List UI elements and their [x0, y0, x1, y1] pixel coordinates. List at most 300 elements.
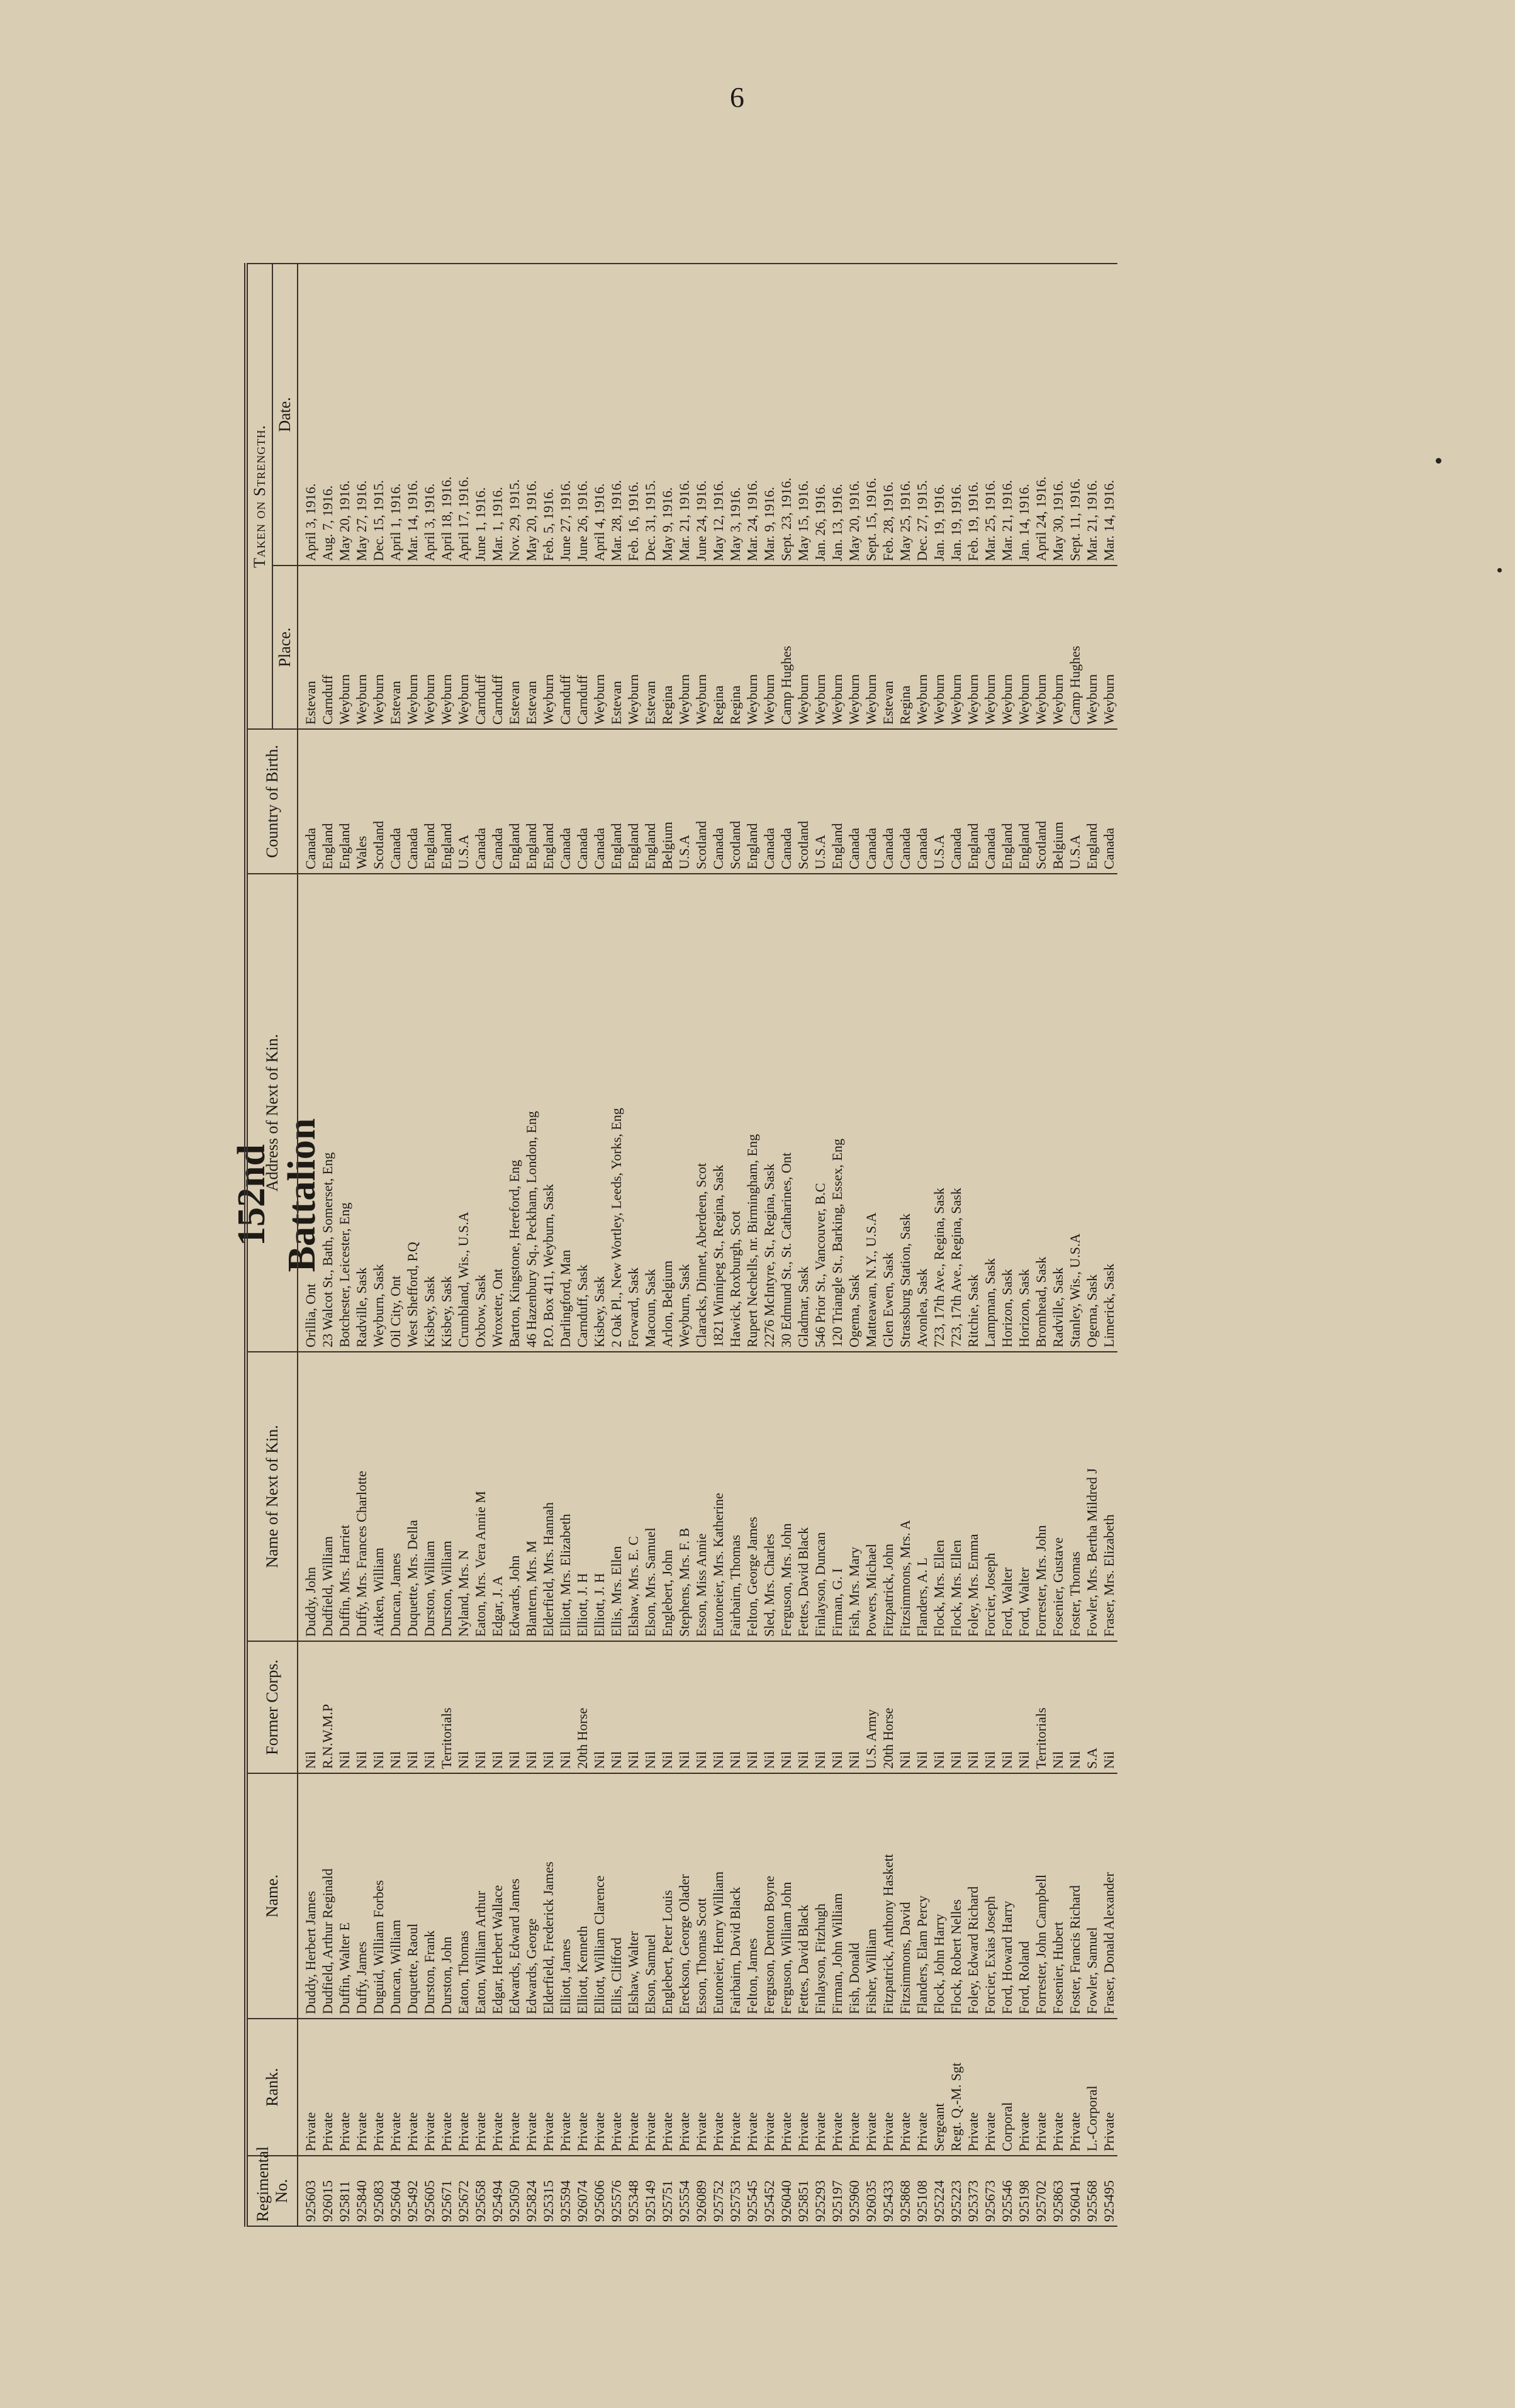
kin-name-cell: Flock, Mrs. Ellen: [931, 1352, 948, 1641]
enlist-place-cell: Estevan: [880, 566, 897, 729]
kin-address-cell: 120 Triangle St., Barking, Essex, Eng: [829, 874, 846, 1352]
table-row: [659, 264, 676, 2226]
former-corps-cell: U.S. Army: [863, 1641, 880, 1773]
enlist-date-cell: April 4, 1916.: [591, 264, 608, 566]
soldier-name-cell: Duguid, William Forbes: [370, 1773, 387, 2019]
table-row: [710, 264, 727, 2226]
country-of-birth-cell: England: [964, 729, 981, 874]
enlist-date-cell: Feb. 28, 1916.: [880, 264, 897, 566]
kin-name-cell: Forrester, Mrs. John: [1032, 1352, 1049, 1641]
enlist-place-cell: Weyburn: [829, 566, 846, 729]
country-of-birth-cell: Belgium: [659, 729, 676, 874]
kin-name-cell: Fairbairn, Thomas: [727, 1352, 744, 1641]
former-corps-cell: Nil: [931, 1641, 948, 1773]
enlist-place-cell: Weyburn: [981, 566, 998, 729]
former-corps-cell: Nil: [914, 1641, 931, 1773]
soldier-name-cell: Elson, Samuel: [642, 1773, 659, 2019]
former-corps-cell: Nil: [897, 1641, 914, 1773]
rank-cell: Private: [778, 2019, 795, 2156]
regimental-no-cell: 926074: [574, 2156, 591, 2226]
former-corps-cell: Nil: [489, 1641, 506, 1773]
regimental-no-cell: 925546: [998, 2156, 1015, 2226]
regimental-no-cell: 925605: [421, 2156, 438, 2226]
kin-name-cell: Fraser, Mrs. Elizabeth: [1100, 1352, 1117, 1641]
rank-cell: Private: [1066, 2019, 1083, 2156]
enlist-place-cell: Weyburn: [914, 566, 931, 729]
table-row: [981, 264, 998, 2226]
regimental-no-cell: 925851: [795, 2156, 812, 2226]
rank-cell: Private: [336, 2019, 353, 2156]
kin-name-cell: Englebert, John: [659, 1352, 676, 1641]
enlist-place-cell: Regina: [710, 566, 727, 729]
former-corps-cell: Nil: [540, 1641, 557, 1773]
former-corps-cell: Nil: [608, 1641, 625, 1773]
soldier-name-cell: Dudfield, Arthur Reginald: [319, 1773, 336, 2019]
table-row: [489, 264, 506, 2226]
former-corps-cell: Nil: [1015, 1641, 1032, 1773]
rank-cell: Private: [863, 2019, 880, 2156]
enlist-date-cell: April 24, 1916.: [1032, 264, 1049, 566]
table-row: [998, 264, 1015, 2226]
country-of-birth-cell: Canada: [574, 729, 591, 874]
enlist-place-cell: Weyburn: [353, 566, 370, 729]
table-row: [319, 264, 336, 2226]
former-corps-cell: Nil: [948, 1641, 964, 1773]
header-date: Date.: [272, 264, 298, 566]
kin-name-cell: Felton, George James: [744, 1352, 761, 1641]
rank-cell: Private: [846, 2019, 863, 2156]
country-of-birth-cell: Belgium: [1049, 729, 1066, 874]
kin-address-cell: Matteawan, N.Y., U.S.A: [863, 874, 880, 1352]
rank-cell: Private: [523, 2019, 540, 2156]
enlist-date-cell: June 24, 1916.: [693, 264, 710, 566]
rank-cell: Private: [506, 2019, 523, 2156]
rank-cell: Private: [880, 2019, 897, 2156]
header-former-corps: Former Corps.: [246, 1641, 298, 1773]
rank-cell: Private: [540, 2019, 557, 2156]
regimental-no-cell: 925293: [812, 2156, 829, 2226]
enlist-place-cell: Weyburn: [693, 566, 710, 729]
country-of-birth-cell: Canada: [298, 729, 319, 874]
table-row: [778, 264, 795, 2226]
country-of-birth-cell: Canada: [897, 729, 914, 874]
regimental-no-cell: 926040: [778, 2156, 795, 2226]
regimental-no-cell: 925671: [438, 2156, 455, 2226]
country-of-birth-cell: England: [336, 729, 353, 874]
soldier-name-cell: Ellis, Clifford: [608, 1773, 625, 2019]
table-row: [1083, 264, 1100, 2226]
country-of-birth-cell: Scotland: [727, 729, 744, 874]
enlist-date-cell: Mar. 21, 1916.: [998, 264, 1015, 566]
table-row: [1015, 264, 1032, 2226]
country-of-birth-cell: England: [1083, 729, 1100, 874]
soldier-name-cell: Finlayson, Fitzhugh: [812, 1773, 829, 2019]
soldier-name-cell: Fraser, Donald Alexander: [1100, 1773, 1117, 2019]
enlist-place-cell: Estevan: [387, 566, 404, 729]
country-of-birth-cell: Canada: [880, 729, 897, 874]
regimental-no-cell: 925606: [591, 2156, 608, 2226]
kin-address-cell: Crumbland, Wis., U.S.A: [455, 874, 472, 1352]
country-of-birth-cell: England: [438, 729, 455, 874]
enlist-date-cell: Feb. 16, 1916.: [625, 264, 642, 566]
table-row: [914, 264, 931, 2226]
country-of-birth-cell: England: [642, 729, 659, 874]
rank-cell: Private: [964, 2019, 981, 2156]
kin-name-cell: Elliott, J. H: [591, 1352, 608, 1641]
enlist-date-cell: Mar. 14, 1916.: [404, 264, 421, 566]
enlist-date-cell: Jan. 19, 1916.: [931, 264, 948, 566]
soldier-name-cell: Englebert, Peter Louis: [659, 1773, 676, 2019]
enlist-place-cell: Weyburn: [761, 566, 778, 729]
country-of-birth-cell: Canada: [591, 729, 608, 874]
former-corps-cell: Nil: [795, 1641, 812, 1773]
table-row: [863, 264, 880, 2226]
rank-cell: Private: [387, 2019, 404, 2156]
enlist-place-cell: Carnduff: [489, 566, 506, 729]
soldier-name-cell: Felton, James: [744, 1773, 761, 2019]
country-of-birth-cell: England: [523, 729, 540, 874]
table-row: [1100, 264, 1117, 2226]
kin-name-cell: Eutoneier, Mrs. Katherine: [710, 1352, 727, 1641]
enlist-date-cell: Jan. 19, 1916.: [948, 264, 964, 566]
former-corps-cell: Nil: [998, 1641, 1015, 1773]
regimental-no-cell: 925554: [676, 2156, 693, 2226]
country-of-birth-cell: Canada: [846, 729, 863, 874]
country-of-birth-cell: Canada: [1100, 729, 1117, 874]
rank-cell: Private: [319, 2019, 336, 2156]
rank-cell: Private: [298, 2019, 319, 2156]
kin-address-cell: Claracks, Dinnet, Aberdeen, Scot: [693, 874, 710, 1352]
kin-address-cell: Hawick, Roxburgh, Scot: [727, 874, 744, 1352]
regimental-no-cell: 925824: [523, 2156, 540, 2226]
rank-cell: Private: [1100, 2019, 1117, 2156]
enlist-place-cell: Weyburn: [1100, 566, 1117, 729]
kin-name-cell: Duncan, James: [387, 1352, 404, 1641]
country-of-birth-cell: England: [998, 729, 1015, 874]
header-country-of-birth: Country of Birth.: [246, 729, 298, 874]
kin-name-cell: Esson, Miss Annie: [693, 1352, 710, 1641]
rank-cell: Private: [438, 2019, 455, 2156]
country-of-birth-cell: Canada: [710, 729, 727, 874]
regimental-no-cell: 925083: [370, 2156, 387, 2226]
kin-address-cell: 30 Edmund St., St. Catharines, Ont: [778, 874, 795, 1352]
enlist-date-cell: Aug. 7, 1916.: [319, 264, 336, 566]
country-of-birth-cell: Canada: [557, 729, 574, 874]
enlist-place-cell: Weyburn: [1083, 566, 1100, 729]
enlist-date-cell: Jan. 26, 1916.: [812, 264, 829, 566]
soldier-name-cell: Fosenier, Hubert: [1049, 1773, 1066, 2019]
enlist-date-cell: May 12, 1916.: [710, 264, 727, 566]
table-row: [608, 264, 625, 2226]
kin-address-cell: Horizon, Sask: [1015, 874, 1032, 1352]
table-row: [964, 264, 981, 2226]
enlist-place-cell: Estevan: [523, 566, 540, 729]
enlist-date-cell: April 1, 1916.: [387, 264, 404, 566]
regimental-no-cell: 925494: [489, 2156, 506, 2226]
rank-cell: Private: [489, 2019, 506, 2156]
regimental-no-cell: 925224: [931, 2156, 948, 2226]
kin-address-cell: Barton, Kingstone, Hereford, Eng: [506, 874, 523, 1352]
kin-address-cell: 23 Walcot St., Bath, Somerset, Eng: [319, 874, 336, 1352]
enlist-place-cell: Weyburn: [625, 566, 642, 729]
soldier-name-cell: Fowler, Samuel: [1083, 1773, 1100, 2019]
country-of-birth-cell: Canada: [778, 729, 795, 874]
enlist-place-cell: Carnduff: [472, 566, 489, 729]
enlist-place-cell: Estevan: [298, 566, 319, 729]
former-corps-cell: Nil: [676, 1641, 693, 1773]
enlist-place-cell: Weyburn: [812, 566, 829, 729]
regimental-no-cell: 925315: [540, 2156, 557, 2226]
kin-name-cell: Fettes, David Black: [795, 1352, 812, 1641]
former-corps-cell: Nil: [744, 1641, 761, 1773]
regimental-no-cell: 925149: [642, 2156, 659, 2226]
country-of-birth-cell: England: [608, 729, 625, 874]
soldier-name-cell: Ereckson, George Olader: [676, 1773, 693, 2019]
kin-address-cell: Avonlea, Sask: [914, 874, 931, 1352]
former-corps-cell: Nil: [1066, 1641, 1083, 1773]
former-corps-cell: 20th Horse: [574, 1641, 591, 1773]
enlist-place-cell: Estevan: [642, 566, 659, 729]
rank-cell: Private: [710, 2019, 727, 2156]
kin-address-cell: 723, 17th Ave., Regina, Sask: [948, 874, 964, 1352]
rank-cell: Private: [761, 2019, 778, 2156]
enlist-place-cell: Weyburn: [795, 566, 812, 729]
rank-cell: Private: [455, 2019, 472, 2156]
enlist-place-cell: Weyburn: [421, 566, 438, 729]
muster-roll: [244, 264, 1271, 2227]
enlist-date-cell: April 3, 1916.: [298, 264, 319, 566]
rank-cell: Private: [1015, 2019, 1032, 2156]
table-row: [829, 264, 846, 2226]
enlist-place-cell: Weyburn: [404, 566, 421, 729]
table-row: [591, 264, 608, 2226]
header-kin-address: Address of Next of Kin.: [246, 874, 298, 1352]
regimental-no-cell: 925452: [761, 2156, 778, 2226]
former-corps-cell: Nil: [591, 1641, 608, 1773]
soldier-name-cell: Eaton, Thomas: [455, 1773, 472, 2019]
enlist-place-cell: Weyburn: [540, 566, 557, 729]
country-of-birth-cell: Canada: [404, 729, 421, 874]
enlist-place-cell: Weyburn: [846, 566, 863, 729]
rank-cell: Private: [981, 2019, 998, 2156]
kin-address-cell: 2276 McIntyre, St., Regina, Sask: [761, 874, 778, 1352]
kin-name-cell: Flock, Mrs. Ellen: [948, 1352, 964, 1641]
kin-address-cell: Gladmar, Sask: [795, 874, 812, 1352]
kin-name-cell: Edwards, John: [506, 1352, 523, 1641]
regimental-no-cell: 925751: [659, 2156, 676, 2226]
kin-address-cell: Radville, Sask: [1049, 874, 1066, 1352]
kin-name-cell: Fosenier, Gustave: [1049, 1352, 1066, 1641]
kin-name-cell: Fitzpatrick, John: [880, 1352, 897, 1641]
enlist-place-cell: Weyburn: [336, 566, 353, 729]
country-of-birth-cell: England: [506, 729, 523, 874]
country-of-birth-cell: U.S.A: [931, 729, 948, 874]
kin-name-cell: Durston, William: [438, 1352, 455, 1641]
soldier-name-cell: Flanders, Elam Percy: [914, 1773, 931, 2019]
former-corps-cell: Nil: [1100, 1641, 1117, 1773]
rank-cell: Private: [829, 2019, 846, 2156]
regimental-no-cell: 925752: [710, 2156, 727, 2226]
kin-name-cell: Aitken, William: [370, 1352, 387, 1641]
enlist-place-cell: Camp Hughes: [778, 566, 795, 729]
kin-address-cell: Radville, Sask: [353, 874, 370, 1352]
kin-name-cell: Sled, Mrs. Charles: [761, 1352, 778, 1641]
table-row: [506, 264, 523, 2226]
kin-name-cell: Duquette, Mrs. Della: [404, 1352, 421, 1641]
enlist-date-cell: April 18, 1916.: [438, 264, 455, 566]
kin-name-cell: Firman, G. I: [829, 1352, 846, 1641]
enlist-date-cell: Mar. 1, 1916.: [489, 264, 506, 566]
table-row: [404, 264, 421, 2226]
enlist-date-cell: Feb. 19, 1916.: [964, 264, 981, 566]
kin-name-cell: Elson, Mrs. Samuel: [642, 1352, 659, 1641]
kin-name-cell: Blantern, Mrs. M: [523, 1352, 540, 1641]
soldier-name-cell: Flock, John Harry: [931, 1773, 948, 2019]
soldier-name-cell: Forrester, John Campbell: [1032, 1773, 1049, 2019]
soldier-name-cell: Durston, Frank: [421, 1773, 438, 2019]
kin-address-cell: Limerick, Sask: [1100, 874, 1117, 1352]
regimental-no-cell: 925050: [506, 2156, 523, 2226]
table-row: [1049, 264, 1066, 2226]
country-of-birth-cell: Canada: [387, 729, 404, 874]
enlist-date-cell: Sept. 23, 1916.: [778, 264, 795, 566]
table-row: [455, 264, 472, 2226]
table-row: [795, 264, 812, 2226]
regimental-no-cell: 925348: [625, 2156, 642, 2226]
regimental-no-cell: 925658: [472, 2156, 489, 2226]
soldier-name-cell: Elderfield, Frederick James: [540, 1773, 557, 2019]
former-corps-cell: Nil: [421, 1641, 438, 1773]
kin-address-cell: Ritchie, Sask: [964, 874, 981, 1352]
former-corps-cell: Nil: [506, 1641, 523, 1773]
regimental-no-cell: 925604: [387, 2156, 404, 2226]
kin-address-cell: 46 Hazenbury Sq., Peckham, London, Eng: [523, 874, 540, 1352]
rank-cell: Private: [608, 2019, 625, 2156]
kin-address-cell: Kisbey, Sask: [591, 874, 608, 1352]
regimental-no-cell: 926041: [1066, 2156, 1083, 2226]
table-row: [880, 264, 897, 2226]
enlist-place-cell: Estevan: [608, 566, 625, 729]
country-of-birth-cell: U.S.A: [455, 729, 472, 874]
former-corps-cell: Nil: [642, 1641, 659, 1773]
country-of-birth-cell: Canada: [761, 729, 778, 874]
former-corps-cell: Nil: [829, 1641, 846, 1773]
kin-address-cell: Strassburg Station, Sask: [897, 874, 914, 1352]
former-corps-cell: Nil: [693, 1641, 710, 1773]
enlist-date-cell: April 3, 1916.: [421, 264, 438, 566]
enlist-place-cell: Carnduff: [319, 566, 336, 729]
soldier-name-cell: Ferguson, Denton Boyne: [761, 1773, 778, 2019]
kin-address-cell: 2 Oak Pl., New Wortley, Leeds, Yorks, Eng: [608, 874, 625, 1352]
kin-name-cell: Elderfield, Mrs. Hannah: [540, 1352, 557, 1641]
former-corps-cell: Nil: [625, 1641, 642, 1773]
country-of-birth-cell: Canada: [914, 729, 931, 874]
rank-cell: Private: [421, 2019, 438, 2156]
page-number: 6: [730, 81, 744, 113]
kin-name-cell: Edgar, J. A: [489, 1352, 506, 1641]
table-row: [472, 264, 489, 2226]
enlist-place-cell: Carnduff: [557, 566, 574, 729]
enlist-place-cell: Weyburn: [1032, 566, 1049, 729]
rank-cell: Private: [625, 2019, 642, 2156]
kin-name-cell: Duffin, Mrs. Harriet: [336, 1352, 353, 1641]
country-of-birth-cell: Wales: [353, 729, 370, 874]
former-corps-cell: Nil: [336, 1641, 353, 1773]
kin-address-cell: Ogema, Sask: [846, 874, 863, 1352]
enlist-place-cell: Weyburn: [455, 566, 472, 729]
table-row: [727, 264, 744, 2226]
kin-name-cell: Eaton, Mrs. Vera Annie M: [472, 1352, 489, 1641]
soldier-name-cell: Duquette, Raoul: [404, 1773, 421, 2019]
enlist-date-cell: Feb. 5, 1916.: [540, 264, 557, 566]
kin-address-cell: Bromhead, Sask: [1032, 874, 1049, 1352]
country-of-birth-cell: England: [1015, 729, 1032, 874]
enlist-place-cell: Weyburn: [964, 566, 981, 729]
country-of-birth-cell: England: [421, 729, 438, 874]
kin-address-cell: Arlon, Belgium: [659, 874, 676, 1352]
enlist-place-cell: Weyburn: [370, 566, 387, 729]
rank-cell: Private: [744, 2019, 761, 2156]
rank-cell: Private: [1032, 2019, 1049, 2156]
rank-cell: Private: [897, 2019, 914, 2156]
soldier-name-cell: Ford, Howard Harry: [998, 1773, 1015, 2019]
former-corps-cell: Nil: [404, 1641, 421, 1773]
former-corps-cell: Nil: [387, 1641, 404, 1773]
enlist-place-cell: Regina: [897, 566, 914, 729]
enlist-date-cell: Mar. 21, 1916.: [676, 264, 693, 566]
kin-address-cell: Kisbey, Sask: [421, 874, 438, 1352]
rank-cell: Private: [591, 2019, 608, 2156]
enlist-date-cell: Mar. 25, 1916.: [981, 264, 998, 566]
kin-address-cell: Oil City, Ont: [387, 874, 404, 1352]
enlist-place-cell: Regina: [727, 566, 744, 729]
soldier-name-cell: Elliott, James: [557, 1773, 574, 2019]
enlist-place-cell: Weyburn: [591, 566, 608, 729]
rank-cell: Private: [1049, 2019, 1066, 2156]
soldier-name-cell: Firman, John William: [829, 1773, 846, 2019]
regimental-no-cell: 926015: [319, 2156, 336, 2226]
enlist-place-cell: Regina: [659, 566, 676, 729]
kin-address-cell: Carnduff, Sask: [574, 874, 591, 1352]
battalion-title: 152nd Battalion: [230, 1118, 323, 1273]
table-row: [1032, 264, 1049, 2226]
kin-name-cell: Stephens, Mrs. F. B: [676, 1352, 693, 1641]
country-of-birth-cell: England: [625, 729, 642, 874]
enlist-date-cell: June 26, 1916.: [574, 264, 591, 566]
roll-body: [298, 264, 1117, 2226]
soldier-name-cell: Duddy, Herbert James: [298, 1773, 319, 2019]
former-corps-cell: Nil: [1049, 1641, 1066, 1773]
regimental-no-cell: 926035: [863, 2156, 880, 2226]
table-row: [438, 264, 455, 2226]
soldier-name-cell: Elliott, Kenneth: [574, 1773, 591, 2019]
table-row: [761, 264, 778, 2226]
kin-address-cell: Horizon, Sask: [998, 874, 1015, 1352]
former-corps-cell: Nil: [964, 1641, 981, 1773]
kin-name-cell: Dudfield, William: [319, 1352, 336, 1641]
former-corps-cell: R.N.W.M.P: [319, 1641, 336, 1773]
enlist-date-cell: Sept. 11, 1916.: [1066, 264, 1083, 566]
rank-cell: Private: [693, 2019, 710, 2156]
kin-address-cell: Weyburn, Sask: [676, 874, 693, 1352]
regimental-no-cell: 925373: [964, 2156, 981, 2226]
kin-address-cell: Lampman, Sask: [981, 874, 998, 1352]
kin-address-cell: Ogema, Sask: [1083, 874, 1100, 1352]
former-corps-cell: Nil: [659, 1641, 676, 1773]
header-name: Name.: [246, 1773, 298, 2019]
rank-cell: Private: [795, 2019, 812, 2156]
table-row: [523, 264, 540, 2226]
